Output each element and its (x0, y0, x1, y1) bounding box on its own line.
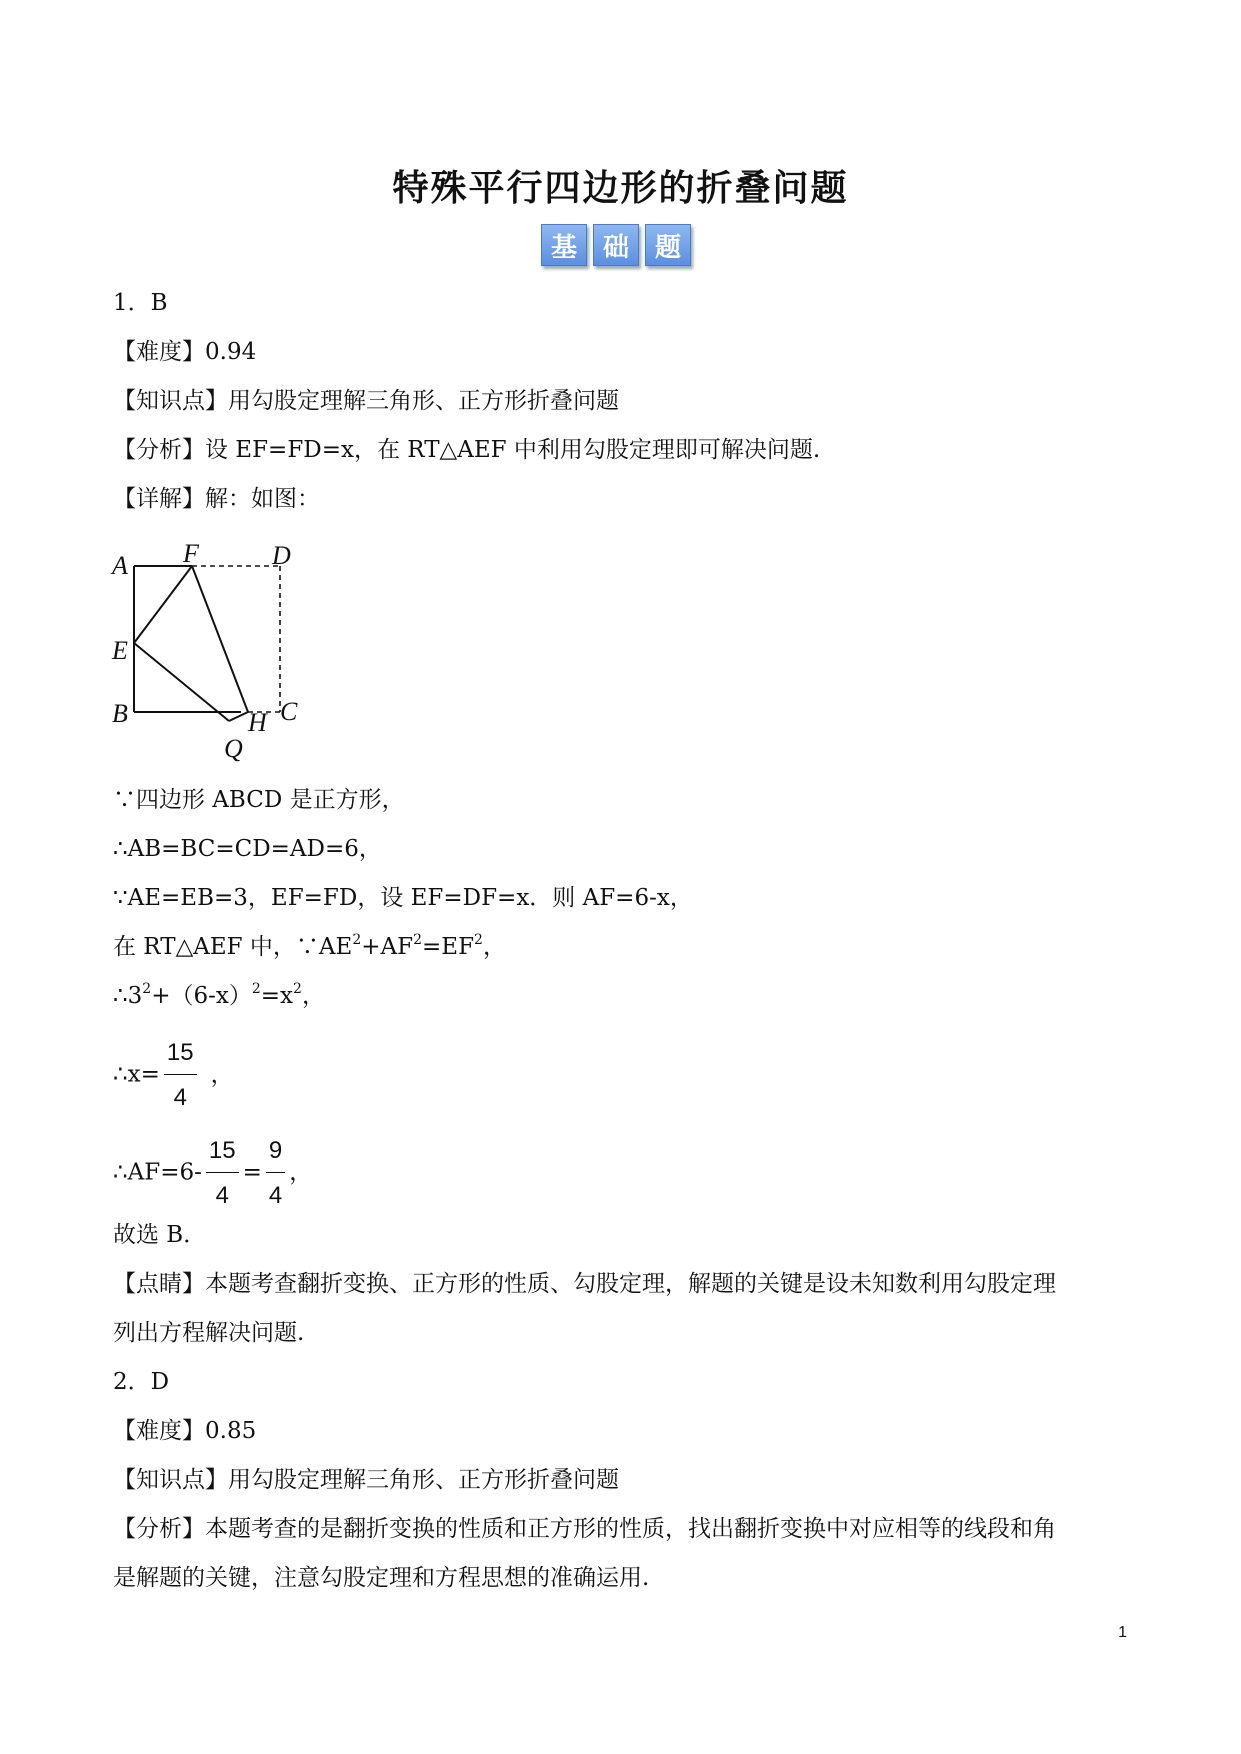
q1-step6: ∴x= $\frac{15}{4}$ ， (113, 1039, 234, 1111)
q2-analysis-line1: 【分析】本题考查的是翻折变换的性质和正方形的性质，找出翻折变换中对应相等的线段和角 (113, 1516, 1056, 1542)
q2-difficulty: 【难度】0.85 (113, 1418, 257, 1444)
label-Q: Q (224, 734, 243, 763)
q1-comment-line2: 列出方程解决问题. (113, 1320, 305, 1346)
label-H: H (248, 708, 267, 737)
badge-char: 基 (541, 224, 587, 266)
edge-QH (229, 712, 248, 721)
edge-EF (134, 566, 192, 643)
badge-char: 题 (645, 224, 691, 266)
label-C: C (280, 697, 298, 726)
label-B: B (112, 699, 128, 728)
page-title: 特殊平行四边形的折叠问题 (392, 168, 849, 209)
q1-step1: ∵四边形 ABCD 是正方形， (113, 787, 405, 813)
label-E: E (112, 636, 128, 665)
fraction: $\frac{15}{4}$ (164, 1038, 197, 1113)
q1-comment-line1: 【点睛】本题考查翻折变换、正方形的性质、勾股定理，解题的关键是设未知数利用勾股定理 (113, 1271, 1056, 1297)
q1-answer: 1．B (113, 290, 168, 316)
q1-analysis: 【分析】设 EF=FD=x，在 RT△AEF 中利用勾股定理即可解决问题. (113, 437, 821, 463)
q2-analysis-line2: 是解题的关键，注意勾股定理和方程思想的准确运用. (113, 1565, 650, 1591)
edge-FH (192, 566, 248, 712)
fraction: $\frac{9}{4}$ (266, 1136, 285, 1211)
label-F: F (183, 539, 199, 568)
q1-detail: 【详解】解：如图： (113, 486, 320, 512)
q1-knowledge: 【知识点】用勾股定理解三角形、正方形折叠问题 (113, 388, 619, 414)
q1-difficulty: 【难度】0.94 (113, 339, 257, 365)
q1-conclusion: 故选 B． (113, 1222, 207, 1248)
label-A: A (112, 551, 128, 580)
q1-step3: ∵AE=EB=3，EF=FD，设 EF=DF=x．则 AF=6-x， (113, 885, 693, 911)
q1-step4: 在 RT△AEF 中，$\because AE^2+AF^2=EF^2$， (113, 932, 506, 960)
q1-step2: ∴AB=BC=CD=AD=6， (113, 836, 382, 862)
label-D: D (272, 541, 291, 570)
q1-step5: $\therefore 3^2+(6-x)^2=x^2$， (113, 981, 325, 1009)
edge-EQ (134, 643, 229, 721)
square-fold-figure (108, 538, 318, 768)
q1-step7: ∴AF=6- $\frac{15}{4}$ = $\frac{9}{4}$ ， (113, 1137, 313, 1209)
fraction: $\frac{15}{4}$ (206, 1136, 239, 1211)
section-badge-basic (541, 224, 691, 266)
page-number: 1 (1118, 1624, 1127, 1641)
q2-answer: 2．D (113, 1369, 170, 1395)
q2-knowledge: 【知识点】用勾股定理解三角形、正方形折叠问题 (113, 1467, 619, 1493)
badge-char: 础 (593, 224, 639, 266)
